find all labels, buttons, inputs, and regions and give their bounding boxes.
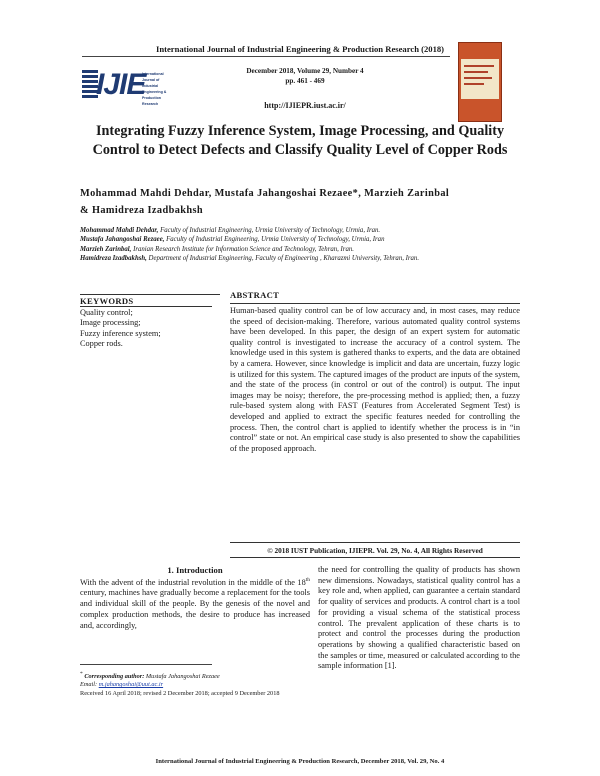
issue-date-volume: December 2018, Volume 29, Number 4 — [246, 67, 364, 75]
corresponding-author-footnote: * Corresponding author: Mustafa Jahangoshai Rezaee Email: m.jahangoshai@uut.ac.ir Received 16 April 2018; revised 2 December 2018; accepted 9 December 2018 — [80, 670, 310, 698]
journal-logo — [82, 66, 170, 104]
introduction-column-right: the need for controlling the quality of products has shown new dimensions. Nowadays, statistical quality control has a key role and, when applied, can guarantee a certain standard for quality of services and products. A control chart is a tool for providing a visual schema of the statistical process control. The prevalent application of these charts is to protect and control the processes during the production operations by showing a qualified characteristic based on the samples or time, measured or calculated according to the sample information [1]. — [318, 565, 520, 671]
copyright-notice: © 2018 IUST Publication, IJIEPR. Vol. 29, No. 4, All Rights Reserved — [267, 546, 483, 555]
issue-pages: pp. 461 - 469 — [285, 77, 325, 85]
introduction-heading: 1. Introduction — [167, 565, 223, 575]
abstract-text: Human-based quality control can be of low accuracy and, in most cases, may reduce the speed of decision-making. Therefore, various automated quality control systems have been developed. In this paper, the design of an expert system for automatic quality control is investigated to increase the accuracy of a control system. The knowledge used in this system is gathered thanks to experts, and the data are obtained by a camera. However, since knowledge is implicit and data are uncertain, fuzzy logic is utilized for this system. The captured images of the product are inputs of the system, and the state of the process (in control or out of the control) is output. The input images may be noisy; therefore, the pre-processing method is applied; then, a fuzzy rule-based system along with FAST (Features from Accelerated Segment Test) is developed and applied to extract the specific features needed for controlling the process. Then, the control chart is applied to identify whether the process is in “in control” state or not. An empirical case study is also presented to show the capabilities of the proposed approach. — [230, 306, 520, 453]
keywords-list — [80, 308, 220, 350]
keyword-item: Image processing; — [80, 318, 141, 328]
received-dates: Received 16 April 2018; revised 2 December 2018; accepted 9 December 2018 — [80, 689, 280, 697]
abstract-divider — [230, 303, 520, 304]
logo-caption: International Journal of Industrial Engineering & Production Research — [142, 72, 167, 106]
affiliations — [80, 226, 520, 264]
keyword-item: Copper rods. — [80, 339, 123, 349]
affiliation-item: Marzieh Zarinbal, Iranian Research Institute for Information Science and Technology, Tehran, Iran. — [80, 245, 354, 253]
keyword-item: Fuzzy inference system; — [80, 328, 161, 338]
affiliation-item: Mohammad Mahdi Dehdar, Faculty of Industrial Engineering, Urmia University of Technology, Urmia, Iran. — [80, 227, 381, 234]
paper-title: Integrating Fuzzy Inference System, Image Processing, and Quality Control to Detect Defects and Classify Quality Level of Copper Rods — [92, 123, 508, 158]
affiliation-item: Hamidreza Izadbakhsh, Department of Industrial Engineering, Faculty of Engineering , Kharazmi University, Tehran, Iran. — [80, 255, 420, 263]
keywords-divider — [80, 306, 212, 307]
abstract-bottom-divider — [230, 542, 520, 543]
footnote-divider — [80, 664, 212, 665]
introduction-column-left: With the advent of the industrial revolution in the middle of the 18th century, machines have gradually become a replacement for the tools and individual skill of the people. By the genesis of the novel and complex production methods, the desire to produce has increased and, accordingly, — [80, 577, 310, 630]
journal-header: International Journal of Industrial Engineering & Production Research (2018) — [155, 44, 445, 54]
page-footer: International Journal of Industrial Engineering & Production Research, December 2018, Vol. 29, No. 4 — [155, 758, 445, 765]
author-email-link[interactable]: m.jahangoshai@uut.ac.ir — [98, 681, 164, 689]
abstract-heading: ABSTRACT — [230, 290, 280, 300]
journal-url[interactable]: http://IJIEPR.iust.ac.ir/ — [264, 101, 346, 110]
affiliation-item: Mustafa Jahangoshai Rezaee, Faculty of Industrial Engineering, Urmia University of Technology, Urmia, Iran — [80, 236, 385, 244]
logo-letters: IJIE — [96, 68, 146, 101]
issue-info — [230, 66, 380, 86]
keyword-item: Quality control; — [80, 308, 133, 317]
journal-cover-thumbnail — [458, 42, 502, 122]
header-divider — [82, 56, 450, 57]
author-list: Mohammad Mahdi Dehdar, Mustafa Jahangoshai Rezaee*, Marzieh Zarinbal & Hamidreza Izadbakhsh — [80, 188, 450, 216]
copyright-divider — [230, 557, 520, 558]
keywords-heading: KEYWORDS — [80, 294, 220, 306]
